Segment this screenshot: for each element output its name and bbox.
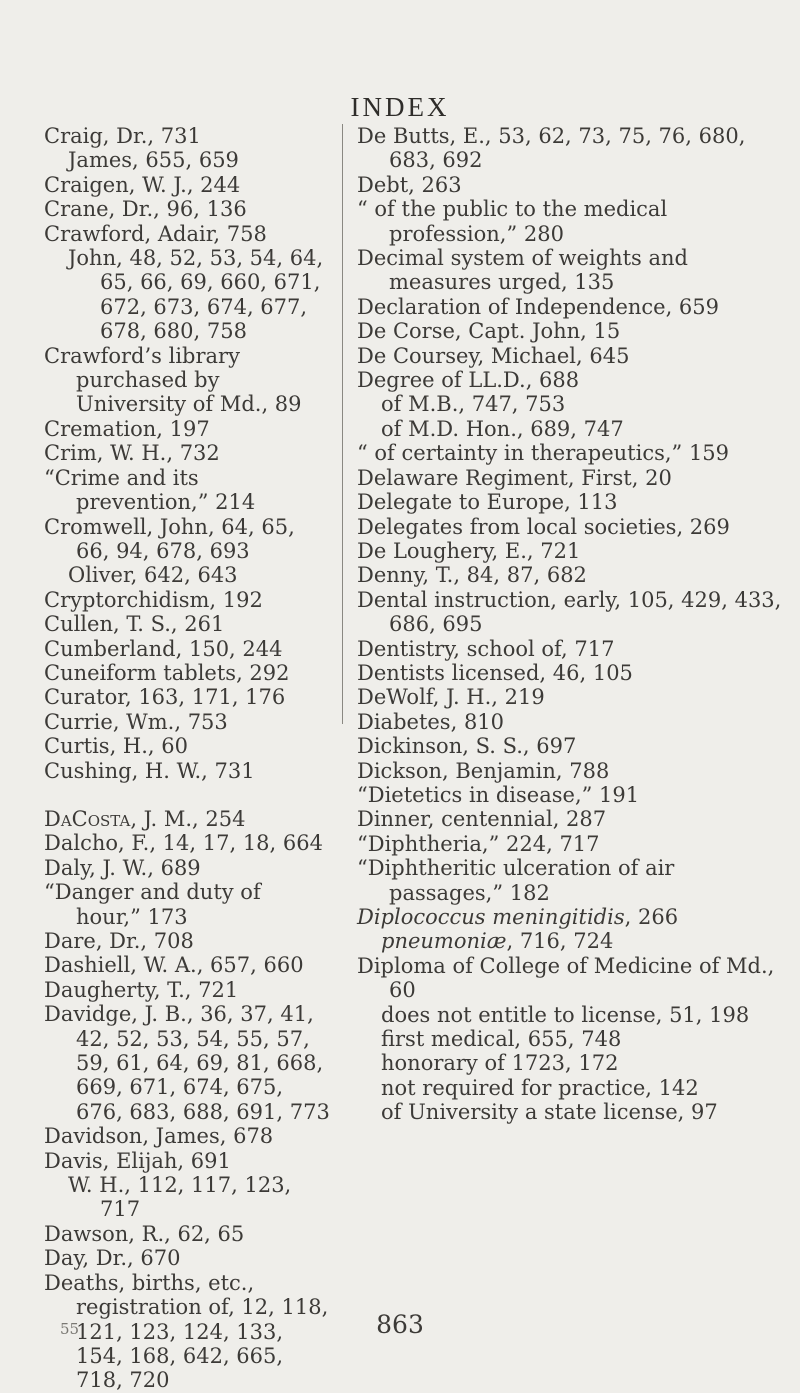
index-entry: Decimal system of weights and measures urged, 135 <box>357 246 688 295</box>
index-entry: De Butts, E., 53, 62, 73, 75, 76, 680, 683, 692 <box>357 124 746 173</box>
index-entry: “Diphtheritic ulceration of air passages,” 182 <box>357 856 675 905</box>
index-entry: Dinner, centennial, 287 <box>357 807 607 832</box>
index-entry: Currie, Wm., 753 <box>44 709 228 734</box>
index-entry: Cryptorchidism, 192 <box>44 587 263 612</box>
index-entry: Craigen, W. J., 244 <box>44 172 241 197</box>
index-entry: Daly, J. W., 689 <box>44 855 201 880</box>
index-entry: pneumoniæ, 716, 724 <box>381 929 614 954</box>
index-entry: Dickson, Benjamin, 788 <box>357 758 610 783</box>
index-entry: Cushing, H. W., 731 <box>44 758 255 783</box>
index-column-left <box>44 124 332 1393</box>
index-entry: Curtis, H., 60 <box>44 734 188 759</box>
index-entry: “ of the public to the medical profession,” 280 <box>357 197 668 246</box>
column-divider <box>342 124 343 724</box>
index-entry: Crane, Dr., 96, 136 <box>44 197 247 222</box>
index-entry: Craig, Dr., 731 <box>44 124 201 148</box>
index-entry: “Danger and duty of hour,” 173 <box>44 880 261 929</box>
index-entry: Crawford, Adair, 758 <box>44 221 267 246</box>
index-entry: not required for practice, 142 <box>381 1075 699 1100</box>
index-entry: Davis, Elijah, 691 <box>44 1148 231 1173</box>
index-entry: Day, Dr., 670 <box>44 1246 181 1271</box>
index-entry: DaCosta, J. M., 254 <box>44 806 246 831</box>
index-entry: of M.B., 747, 753 <box>381 392 566 417</box>
index-entry: Debt, 263 <box>357 172 462 197</box>
index-entry: “Dietetics in disease,” 191 <box>357 782 640 807</box>
index-entry: Dentists licensed, 46, 105 <box>357 660 633 685</box>
index-entry: Daugherty, T., 721 <box>44 977 239 1002</box>
index-entry: does not entitle to license, 51, 198 <box>381 1002 750 1027</box>
index-entry: De Corse, Capt. John, 15 <box>357 319 621 344</box>
index-entry: Cromwell, John, 64, 65, 66, 94, 678, 693 <box>44 514 295 563</box>
page-title: INDEX <box>350 92 450 122</box>
index-entry: honorary of 1723, 172 <box>381 1051 619 1076</box>
index-entry: James, 655, 659 <box>68 148 239 173</box>
index-entry: Crawford’s library purchased by University of Md., 89 <box>44 343 302 417</box>
index-entry: Davidson, James, 678 <box>44 1124 274 1149</box>
index-entry: De Coursey, Michael, 645 <box>357 343 630 368</box>
index-entry: Dare, Dr., 708 <box>44 929 194 953</box>
index-entry: Degree of LL.D., 688 <box>357 368 580 393</box>
index-entry: Oliver, 642, 643 <box>68 563 238 588</box>
index-entry: Denny, T., 84, 87, 682 <box>357 563 587 588</box>
index-entry: Cullen, T. S., 261 <box>44 612 225 637</box>
index-entry: Dalcho, F., 14, 17, 18, 664 <box>44 831 323 856</box>
index-entry: Delegate to Europe, 113 <box>357 490 618 515</box>
index-entry: Delaware Regiment, First, 20 <box>357 465 672 490</box>
index-entry: Deaths, births, etc., registration of, 12, 118, 121, 123, 124, 133, 154, 168, 642, 665, 718, 720 <box>44 1270 329 1393</box>
index-entry: Cuneiform tablets, 292 <box>44 660 290 685</box>
index-entry: “ of certainty in therapeutics,” 159 <box>357 441 730 466</box>
index-entry: Dentistry, school of, 717 <box>357 636 615 661</box>
signature-mark: 55 <box>60 1320 80 1338</box>
index-entry: Dashiell, W. A., 657, 660 <box>44 953 304 978</box>
section-gap <box>44 783 332 807</box>
index-entry: Davidge, J. B., 36, 37, 41, 42, 52, 53, 54, 55, 57, 59, 61, 64, 69, 81, 668, 669, 671, 674, 675, 676, 683, 688, 691, 773 <box>44 1002 330 1124</box>
index-entry: first medical, 655, 748 <box>381 1027 622 1052</box>
index-entry: Dental instruction, early, 105, 429, 433, 686, 695 <box>357 587 782 637</box>
index-entry: Dickinson, S. S., 697 <box>357 734 577 759</box>
index-entry: Diabetes, 810 <box>357 709 505 734</box>
index-column-right <box>357 124 795 1125</box>
page-number: 863 <box>376 1310 424 1339</box>
index-entry: “Crime and its prevention,” 214 <box>44 465 256 515</box>
index-entry: Delegates from local societies, 269 <box>357 514 730 539</box>
index-entry: Diploma of College of Medicine of Md., 60 <box>357 953 775 1003</box>
index-entry: John, 48, 52, 53, 54, 64, 65, 66, 69, 660, 671, 672, 673, 674, 677, 678, 680, 758 <box>68 246 324 344</box>
index-entry: Curator, 163, 171, 176 <box>44 685 286 710</box>
index-entry: DeWolf, J. H., 219 <box>357 685 545 710</box>
index-entry: Crim, W. H., 732 <box>44 441 220 466</box>
index-entry: Cumberland, 150, 244 <box>44 636 283 661</box>
index-entry: De Loughery, E., 721 <box>357 538 581 563</box>
index-entry: Declaration of Independence, 659 <box>357 294 720 319</box>
index-entry: “Diphtheria,” 224, 717 <box>357 831 600 856</box>
index-entry: of University a state license, 97 <box>381 1100 718 1125</box>
index-entry: Dawson, R., 62, 65 <box>44 1221 245 1246</box>
index-entry: of M.D. Hon., 689, 747 <box>381 416 624 441</box>
index-entry: Cremation, 197 <box>44 416 210 441</box>
index-entry: Diplococcus meningitidis, 266 <box>357 905 679 929</box>
index-entry: W. H., 112, 117, 123, 717 <box>68 1173 292 1222</box>
